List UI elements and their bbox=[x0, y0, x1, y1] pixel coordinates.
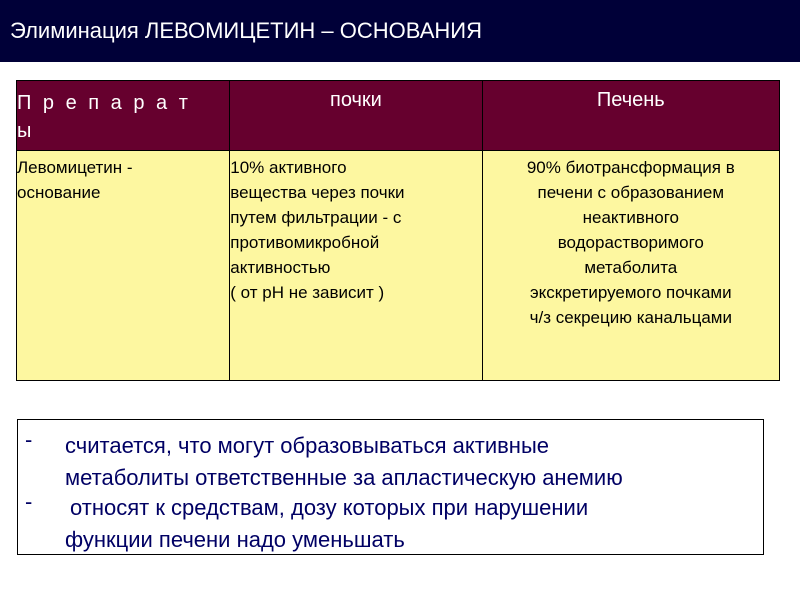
slide-title: Элиминация ЛЕВОМИЦЕТИН – ОСНОВАНИЯ bbox=[10, 18, 482, 43]
cell-line: неактивного bbox=[582, 208, 679, 227]
cell-line: метаболита bbox=[584, 258, 678, 277]
table-header-row bbox=[17, 81, 780, 151]
cell-line: противомикробной bbox=[230, 233, 380, 252]
dash-marker: - bbox=[25, 489, 33, 514]
cell-line: 90% биотрансформация в bbox=[526, 158, 735, 177]
elimination-table bbox=[16, 80, 780, 381]
cell-line: активностью bbox=[230, 258, 331, 277]
cell-drug bbox=[17, 151, 230, 381]
cell-line: ( от pH не зависит ) bbox=[230, 283, 385, 302]
header-drug-line: ы bbox=[17, 120, 35, 142]
header-drug bbox=[17, 81, 230, 151]
cell-line: вещества через почки bbox=[230, 183, 405, 202]
dash-marker: - bbox=[25, 427, 33, 452]
note-line: функции печени надо уменьшать bbox=[65, 527, 405, 552]
cell-line: водорастворимого bbox=[557, 233, 704, 252]
cell-line: Левомицетин - bbox=[17, 158, 133, 177]
note-line: относят к средствам, дозу которых при нарушении bbox=[70, 495, 589, 520]
header-liver: Печень bbox=[482, 81, 779, 151]
cell-line: ч/з секрецию канальцами bbox=[529, 308, 732, 327]
cell-line: основание bbox=[17, 183, 101, 202]
note-text bbox=[65, 430, 623, 494]
header-kidney: почки bbox=[230, 81, 482, 151]
table-row bbox=[17, 151, 780, 381]
cell-liver bbox=[482, 151, 779, 381]
cell-line: экскретируемого почками bbox=[529, 283, 732, 302]
note-text bbox=[65, 492, 589, 556]
cell-line: печени с образованием bbox=[537, 183, 725, 202]
cell-line: 10% активного bbox=[230, 158, 347, 177]
note-line: метаболиты ответственные за апластическую анемию bbox=[65, 465, 623, 490]
cell-kidney bbox=[230, 151, 482, 381]
title-bar bbox=[0, 0, 800, 62]
header-drug-line: П р е п а р а т bbox=[17, 92, 191, 114]
cell-line: путем фильтрации - с bbox=[230, 208, 402, 227]
notes-box bbox=[17, 419, 764, 555]
note-line: считается, что могут образовываться активные bbox=[65, 433, 549, 458]
